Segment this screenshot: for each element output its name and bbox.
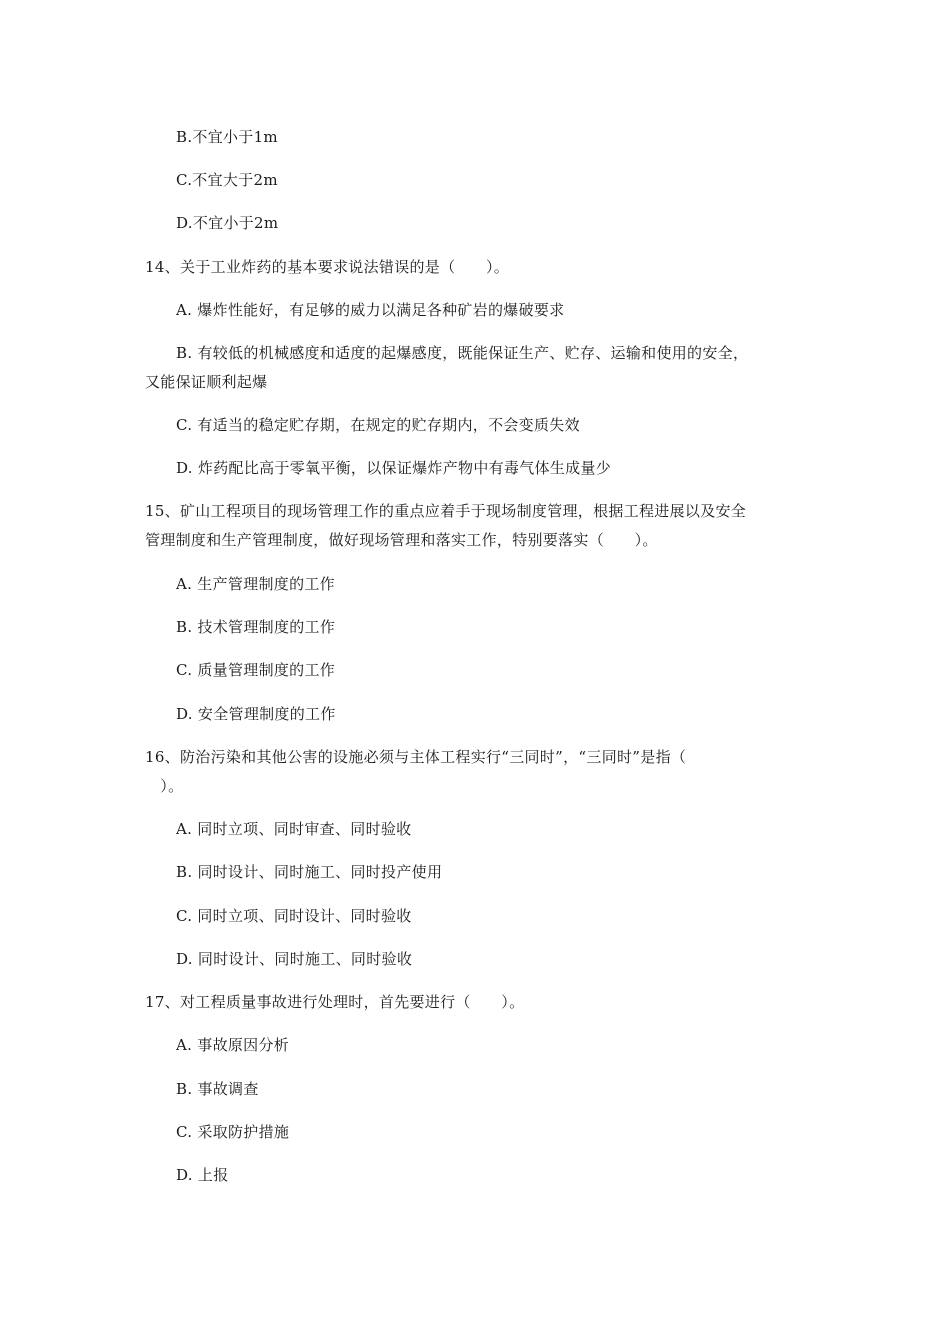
- option-17b: B. 事故调查: [176, 1080, 259, 1098]
- option-13c: C.不宜大于2m: [176, 171, 278, 189]
- option-14d: D. 炸药配比高于零氧平衡，以保证爆炸产物中有毒气体生成量少: [176, 459, 612, 477]
- option-14b-continued: 又能保证顺利起爆: [145, 373, 268, 391]
- option-17d: D. 上报: [176, 1166, 229, 1184]
- option-16d: D. 同时设计、同时施工、同时验收: [176, 950, 413, 968]
- question-15: 15、矿山工程项目的现场管理工作的重点应着手于现场制度管理，根据工程进展以及安全: [145, 502, 747, 520]
- option-14b: B. 有较低的机械感度和适度的起爆感度，既能保证生产、贮存、运输和使用的安全，: [176, 344, 749, 362]
- option-15d: D. 安全管理制度的工作: [176, 705, 336, 723]
- option-16b: B. 同时设计、同时施工、同时投产使用: [176, 863, 443, 881]
- question-17: 17、对工程质量事故进行处理时，首先要进行（ ）。: [145, 993, 525, 1011]
- option-13b: B.不宜小于1m: [176, 128, 278, 146]
- question-16-continued: ）。: [145, 777, 184, 795]
- option-16a: A. 同时立项、同时审查、同时验收: [176, 820, 412, 838]
- question-14: 14、关于工业炸药的基本要求说法错误的是（ ）。: [145, 258, 510, 276]
- option-17c: C. 采取防护措施: [176, 1123, 290, 1141]
- question-15-continued: 管理制度和生产管理制度，做好现场管理和落实工作，特别要落实（ ）。: [145, 531, 658, 549]
- option-14c: C. 有适当的稳定贮存期，在规定的贮存期内，不会变质失效: [176, 416, 580, 434]
- option-13d: D.不宜小于2m: [176, 214, 279, 232]
- option-16c: C. 同时立项、同时设计、同时验收: [176, 907, 412, 925]
- option-17a: A. 事故原因分析: [176, 1036, 290, 1054]
- option-15c: C. 质量管理制度的工作: [176, 661, 336, 679]
- option-15b: B. 技术管理制度的工作: [176, 618, 336, 636]
- question-16: 16、防治污染和其他公害的设施必须与主体工程实行“三同时”，“三同时”是指（: [145, 748, 687, 766]
- option-14a: A. 爆炸性能好，有足够的威力以满足各种矿岩的爆破要求: [176, 301, 565, 319]
- option-15a: A. 生产管理制度的工作: [176, 575, 335, 593]
